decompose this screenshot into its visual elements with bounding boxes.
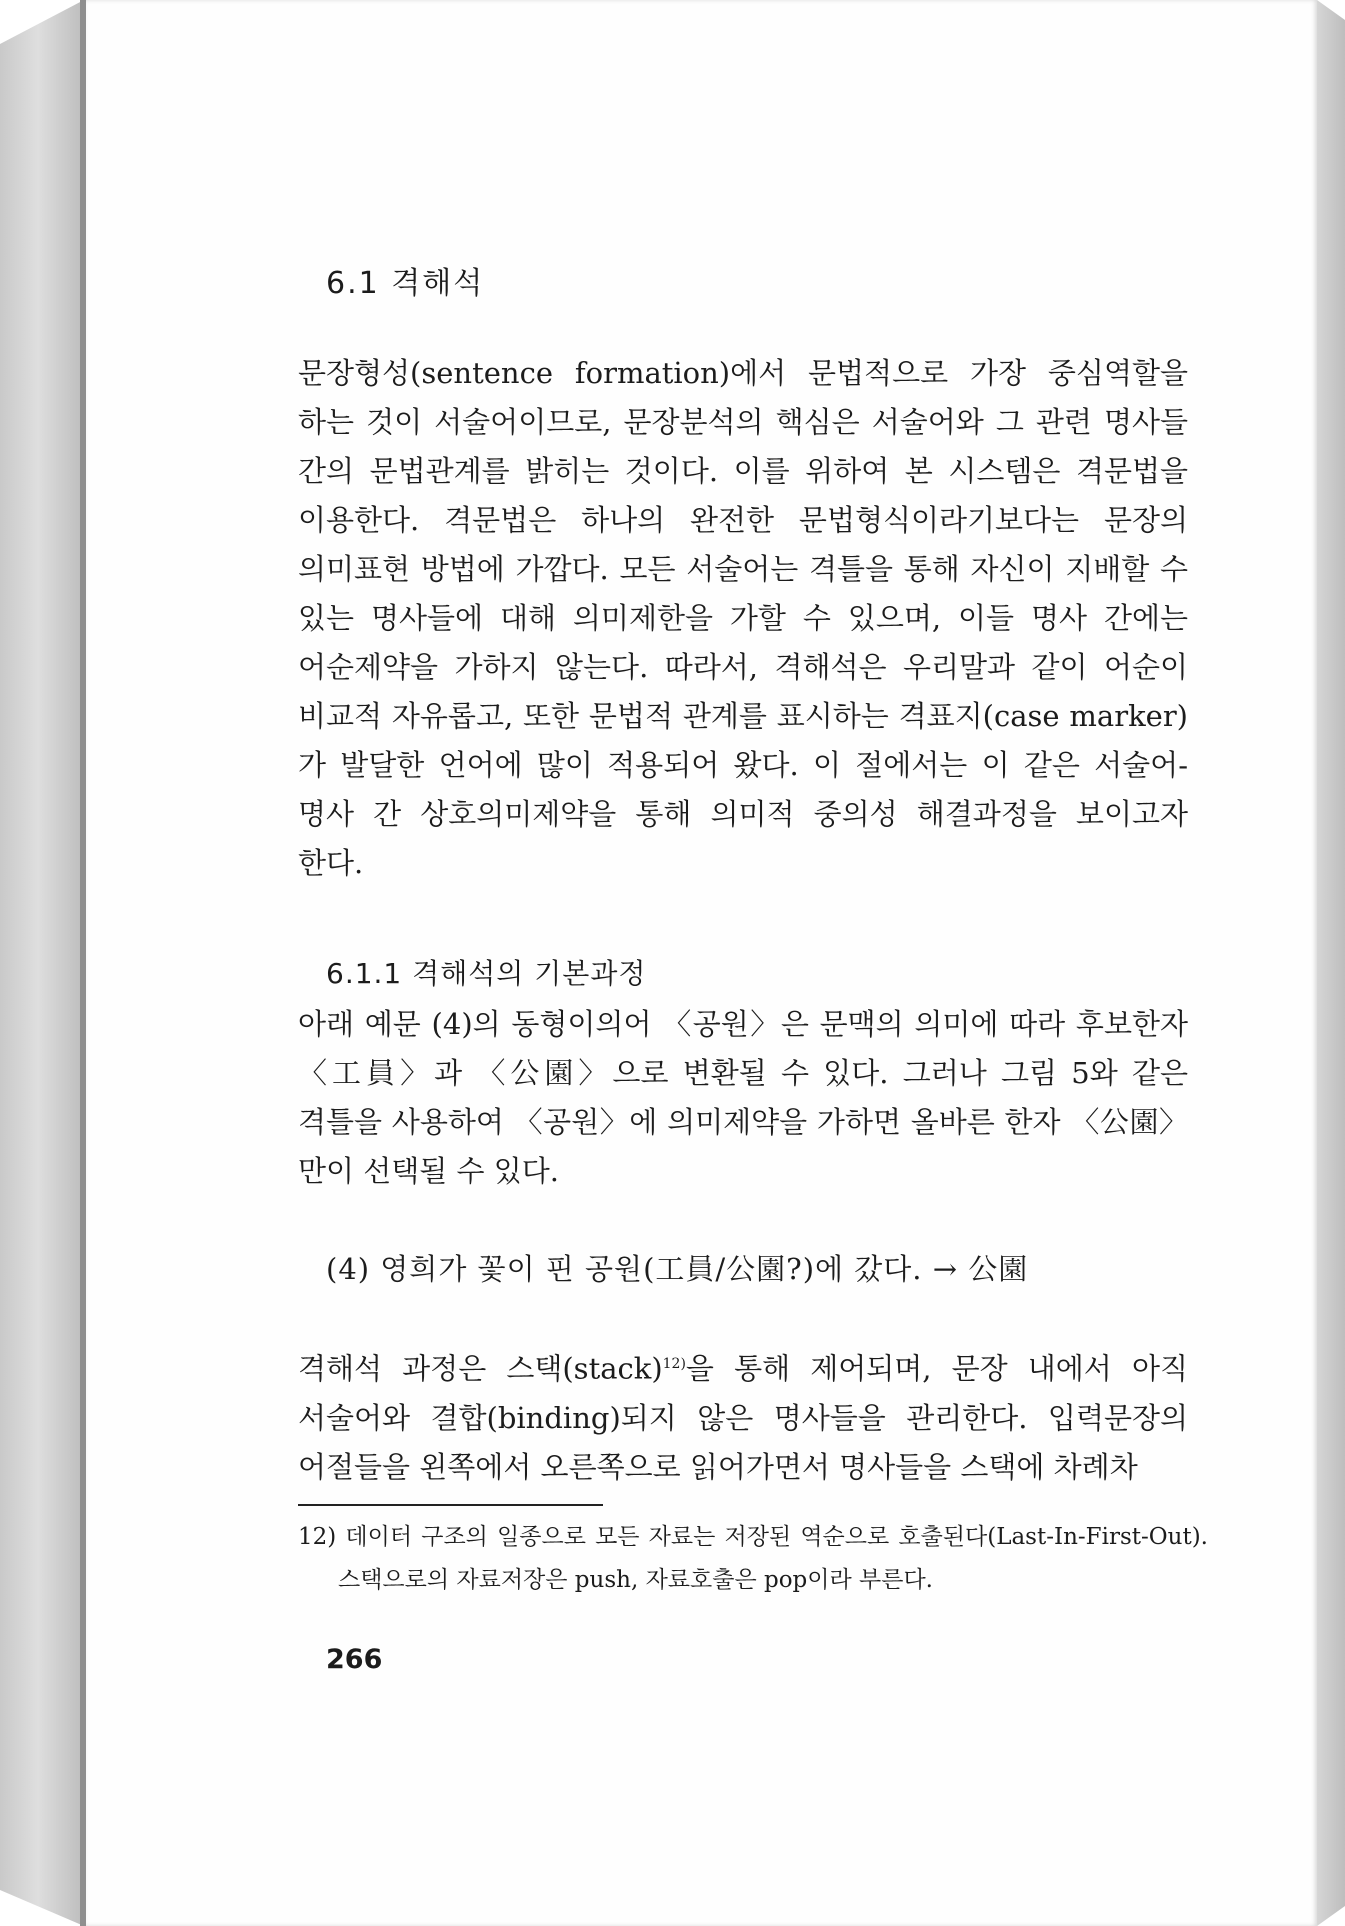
stack-paragraph-rest: 을 통해 제어되며, 문장 내에서 아직 서술어와 결합(binding)되지 않은 명사들을 관리한다. 입력문장의 어절들을 왼쪽에서 오른쪽으로 읽어가면서 명사들을 스택에 차례차 [298, 1351, 1188, 1484]
example-sentence: (4) 영희가 꽃이 핀 공원(工員/公園?)에 갔다. → 公園 [326, 1252, 1029, 1286]
stack-paragraph-start: 격해석 과정은 스택(stack) [298, 1351, 663, 1386]
footnote-12: 12) 데이터 구조의 일종으로 모든 자료는 저장된 역순으로 호출된다(Last-In-First-Out). 스택으로의 자료저장은 push, 자료호출은 pop이라 부른다. [298, 1524, 1208, 1593]
subsection-paragraph: 아래 예문 (4)의 동형이의어 〈공원〉은 문맥의 의미에 따라 후보한자 〈工員〉과 〈公園〉으로 변환될 수 있다. 그러나 그림 5와 같은 격틀을 사용하여 〈공원〉에 의미제약을 가하면 올바른 한자 〈公園〉만이 선택될 수 있다. [298, 1007, 1188, 1188]
section-heading: 6.1 격해석 [326, 266, 485, 301]
footnote-divider [298, 1504, 603, 1506]
footnote-reference: 12) [662, 1356, 686, 1372]
book-right-side [1317, 0, 1345, 1926]
book-page [86, 0, 1317, 1926]
section-paragraph: 문장형성(sentence formation)에서 문법적으로 가장 중심역할을 하는 것이 서술어이므로, 문장분석의 핵심은 서술어와 그 관련 명사들 간의 문법관계를 밝히는 것이다. 이를 위하여 본 시스템은 격문법을 이용한다. 격문법은 하나의 완전한 문법형식이라기보다는 문장의 의미표현 방법에 가깝다. 모든 서술어는 격틀을 통해 자신이 지배할 수 있는 명사들에 대해 의미제한을 가할 수 있으며, 이들 명사 간에는 어순제약을 가하지 않는다. 따라서, 격해석은 우리말과 같이 어순이 비교적 자유롭고, 또한 문법적 관계를 표시하는 격표지(case marker)가 발달한 언어에 많이 적용되어 왔다. 이 절에서는 이 같은 서술어-명사 간 상호의미제약을 통해 의미적 중의성 해결과정을 보이고자 한다. [298, 356, 1188, 880]
stack-paragraph [298, 1340, 1188, 1492]
book-left-side [0, 0, 84, 1926]
page-number: 266 [326, 1644, 383, 1675]
subsection-heading: 6.1.1 격해석의 기본과정 [326, 957, 647, 990]
